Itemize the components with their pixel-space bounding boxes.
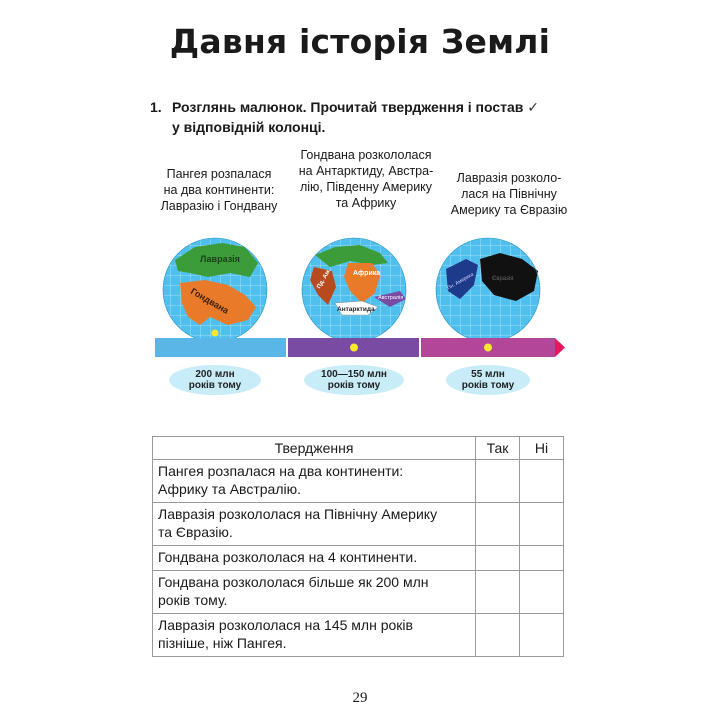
globe-gondwana-split	[302, 238, 406, 342]
caption-line: лію, Південну Америку	[299, 180, 433, 194]
caption-line: Лавразію і Гондвану	[160, 199, 278, 213]
yes-checkbox-cell[interactable]	[476, 546, 520, 571]
header-statement: Твердження	[153, 437, 476, 460]
page-number: 29	[352, 690, 368, 706]
no-checkbox-cell[interactable]	[520, 614, 564, 657]
header-no: Ні	[520, 437, 564, 460]
statements-table	[152, 436, 564, 657]
globe3-label-eurasia: Євразія	[492, 276, 514, 282]
caption-pangea	[148, 166, 290, 214]
statement-line: Гондвана розкололася більше як 200 млн	[158, 574, 429, 590]
globe1-label-gondwana: Гондвана	[189, 286, 231, 316]
statement-cell	[153, 546, 476, 571]
caption-gondwana	[285, 147, 447, 211]
caption-line: Лавразія розколо-	[456, 171, 562, 185]
time-label-2	[304, 365, 404, 395]
time-value: 55 млн	[471, 369, 505, 380]
caption-line: на Антарктиду, Австра-	[298, 164, 434, 178]
no-checkbox-cell[interactable]	[520, 571, 564, 614]
caption-laurasia	[440, 170, 578, 218]
statement-line: пізніше, ніж Пангея.	[158, 635, 287, 651]
globe2-label-antarctica: Антарктида	[337, 306, 375, 313]
globe1-label-laurasia: Лавразія	[200, 254, 240, 264]
statement-cell	[153, 460, 476, 503]
statement-cell	[153, 614, 476, 657]
yes-checkbox-cell[interactable]	[476, 503, 520, 546]
yes-checkbox-cell[interactable]	[476, 460, 520, 503]
task-text-line-1	[172, 96, 539, 118]
header-yes: Так	[476, 437, 520, 460]
timeline-arrow-icon	[555, 338, 565, 357]
globe3-label-north-america: Пн. Америка	[446, 271, 475, 292]
time-marker	[212, 330, 219, 337]
yes-checkbox-cell[interactable]	[476, 614, 520, 657]
page-title: Давня історія Землі	[169, 22, 551, 61]
table-row	[153, 460, 564, 503]
globe-laurasia-split	[436, 238, 540, 342]
statement-line: Гондвана розкололася на 4 континенти.	[158, 549, 418, 565]
no-checkbox-cell[interactable]	[520, 460, 564, 503]
statement-line: Африку та Австралію.	[158, 481, 301, 497]
statement-line: та Євразію.	[158, 524, 233, 540]
statement-line: Лавразія розкололася на Північну Америку	[158, 506, 438, 522]
time-value: 100—150 млн	[321, 369, 387, 380]
continental-drift-figure	[150, 225, 570, 400]
table-row	[153, 571, 564, 614]
check-mark-icon: ✓	[527, 99, 540, 115]
statement-line: Лавразія розкололася на 145 млн років	[158, 617, 413, 633]
task-text-line-2: у відповідній колонці.	[172, 119, 326, 135]
globe2-label-australia: Австралія	[378, 295, 404, 301]
timeline-segment-1	[155, 338, 286, 357]
globe2-label-south-america: Пд. Ам.	[316, 267, 333, 290]
time-unit: років тому	[461, 380, 515, 391]
time-unit: років тому	[188, 380, 242, 391]
time-label-1	[169, 365, 261, 395]
caption-line: лася на Північну	[461, 187, 557, 201]
statement-cell	[153, 503, 476, 546]
statement-cell	[153, 571, 476, 614]
table-row	[153, 546, 564, 571]
time-marker	[484, 344, 492, 352]
time-unit: років тому	[327, 380, 381, 391]
globe-pangea	[163, 238, 267, 342]
caption-line: на два континенти:	[163, 183, 275, 197]
caption-line: Пангея розпалася	[166, 167, 272, 181]
yes-checkbox-cell[interactable]	[476, 571, 520, 614]
statement-line: років тому.	[158, 592, 228, 608]
time-value: 200 млн	[195, 369, 235, 380]
table-row	[153, 503, 564, 546]
caption-line: Америку та Євразію	[450, 203, 568, 217]
caption-line: Гондвана розкололася	[300, 148, 432, 162]
globe2-label-africa: Африка	[353, 270, 381, 277]
no-checkbox-cell[interactable]	[520, 546, 564, 571]
time-label-3	[446, 365, 530, 395]
statement-line: Пангея розпалася на два континенти:	[158, 463, 404, 479]
task-number: 1.	[150, 99, 162, 115]
task-text-1: Розглянь малюнок. Прочитай твердження і постав	[172, 99, 524, 115]
time-marker	[350, 344, 358, 352]
table-header-row	[153, 437, 564, 460]
table-row	[153, 614, 564, 657]
caption-line: та Африку	[335, 196, 397, 210]
no-checkbox-cell[interactable]	[520, 503, 564, 546]
